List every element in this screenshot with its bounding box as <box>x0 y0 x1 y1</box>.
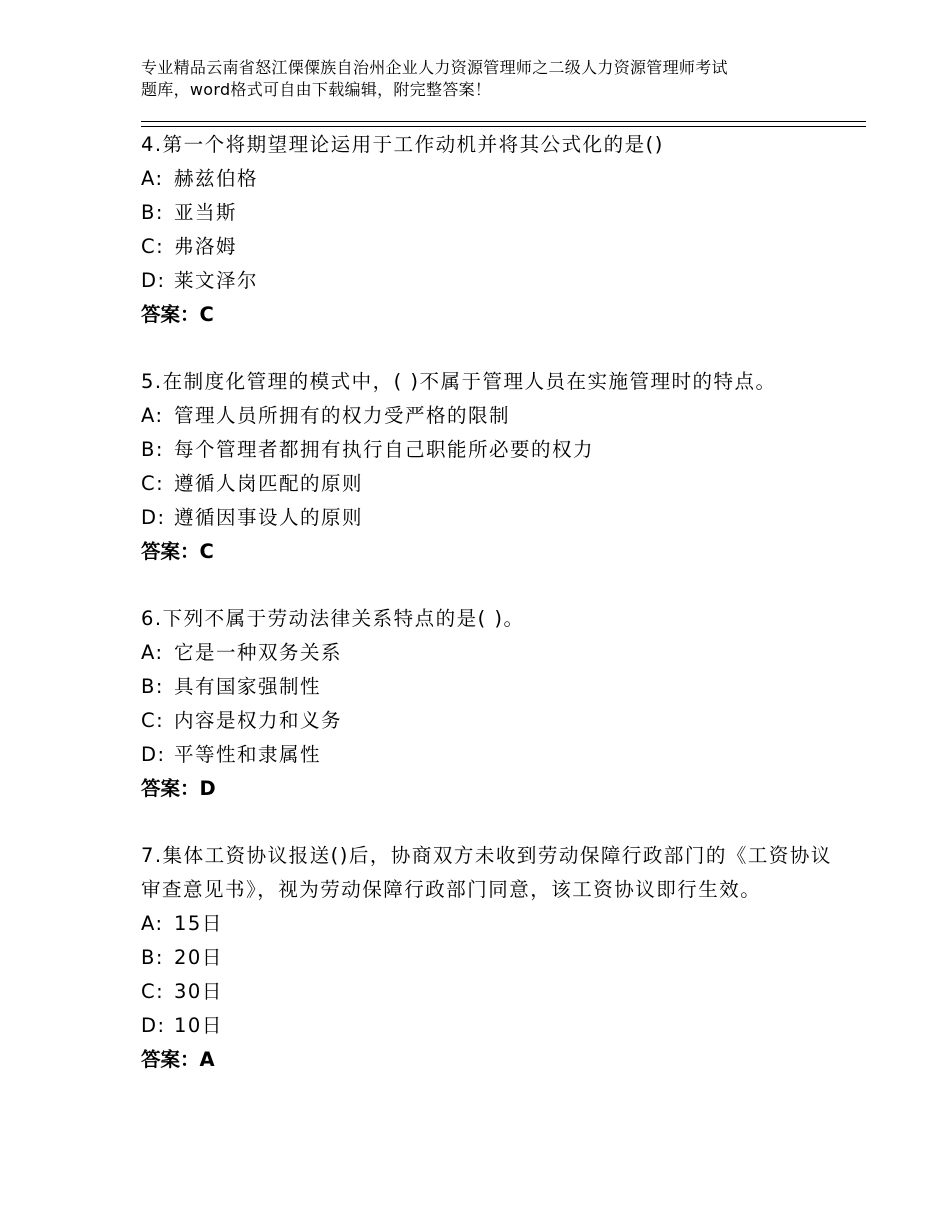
option-text: 莱文泽尔 <box>174 269 259 292</box>
option-key: A: <box>141 167 164 190</box>
option-a <box>141 907 841 941</box>
question-text: 5.在制度化管理的模式中，( )不属于管理人员在实施管理时的特点。 <box>141 370 777 393</box>
option-text: 平等性和隶属性 <box>174 743 322 766</box>
option-c <box>141 230 841 264</box>
option-key: C: <box>141 709 165 732</box>
option-c <box>141 975 841 1009</box>
option-b <box>141 670 841 704</box>
option-key: A: <box>141 912 164 935</box>
option-b <box>141 433 841 467</box>
option-text: 亚当斯 <box>174 201 238 224</box>
option-key: C: <box>141 980 165 1003</box>
option-b <box>141 941 841 975</box>
option-text: 赫兹伯格 <box>174 167 259 190</box>
option-text: 30日 <box>174 980 223 1003</box>
option-text: 遵循因事设人的原则 <box>174 506 364 529</box>
option-text: 20日 <box>174 946 223 969</box>
answer: 答案：D <box>141 777 216 800</box>
option-d <box>141 264 841 298</box>
question-text: 4.第一个将期望理论运用于工作动机并将其公式化的是() <box>141 133 664 156</box>
option-text: 10日 <box>174 1014 223 1037</box>
option-key: C: <box>141 472 165 495</box>
option-text: 每个管理者都拥有执行自己职能所必要的权力 <box>174 438 595 461</box>
question-5 <box>141 365 841 569</box>
header-title-line2: 题库，word格式可自由下载编辑，附完整答案！ <box>141 80 492 99</box>
question-list <box>141 128 841 1110</box>
option-text: 管理人员所拥有的权力受严格的限制 <box>174 404 511 427</box>
option-d <box>141 738 841 772</box>
option-c <box>141 704 841 738</box>
question-7 <box>141 839 841 1077</box>
option-a <box>141 162 841 196</box>
option-d <box>141 1009 841 1043</box>
answer: 答案：A <box>141 1048 215 1071</box>
question-6 <box>141 602 841 806</box>
option-text: 具有国家强制性 <box>174 675 322 698</box>
option-key: C: <box>141 235 165 258</box>
option-key: D: <box>141 743 166 766</box>
header-divider <box>141 121 866 127</box>
option-key: B: <box>141 946 164 969</box>
option-a <box>141 399 841 433</box>
option-key: A: <box>141 404 164 427</box>
option-key: B: <box>141 675 164 698</box>
option-key: B: <box>141 438 164 461</box>
option-text: 弗洛姆 <box>174 235 238 258</box>
answer: 答案：C <box>141 303 214 326</box>
header-title-line1: 专业精品云南省怒江傈僳族自治州企业人力资源管理师之二级人力资源管理师考试 <box>141 58 728 77</box>
option-a <box>141 636 841 670</box>
option-key: D: <box>141 1014 166 1037</box>
option-b <box>141 196 841 230</box>
option-text: 内容是权力和义务 <box>174 709 343 732</box>
option-text: 15日 <box>174 912 223 935</box>
question-text: 6.下列不属于劳动法律关系特点的是( )。 <box>141 607 525 630</box>
option-key: A: <box>141 641 164 664</box>
option-d <box>141 501 841 535</box>
answer: 答案：C <box>141 540 214 563</box>
option-key: D: <box>141 506 166 529</box>
question-4 <box>141 128 841 332</box>
option-c <box>141 467 841 501</box>
option-key: D: <box>141 269 166 292</box>
option-text: 它是一种双务关系 <box>174 641 343 664</box>
option-key: B: <box>141 201 164 224</box>
option-text: 遵循人岗匹配的原则 <box>174 472 364 495</box>
document-header <box>141 57 821 101</box>
question-text: 7.集体工资协议报送()后，协商双方未收到劳动保障行政部门的《工资协议审查意见书》，视为劳动保障行政部门同意，该工资协议即行生效。 <box>141 844 832 901</box>
